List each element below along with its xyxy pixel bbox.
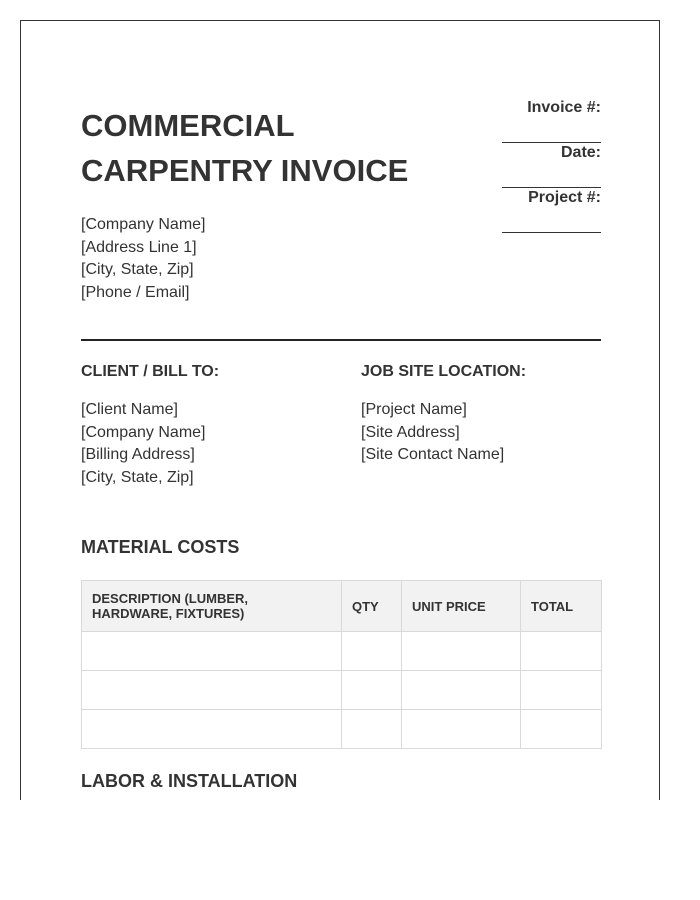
column-header-unit-price: UNIT PRICE — [402, 581, 521, 632]
invoice-number-label: Invoice #: — [527, 99, 601, 116]
client-heading: CLIENT / BILL TO: — [81, 363, 220, 380]
qty-cell[interactable] — [342, 710, 402, 749]
total-cell[interactable] — [521, 632, 602, 671]
invoice-page — [20, 20, 660, 800]
material-costs-heading: MATERIAL COSTS — [81, 537, 240, 557]
unit-price-cell[interactable] — [402, 632, 521, 671]
description-cell[interactable] — [82, 671, 342, 710]
total-cell[interactable] — [521, 710, 602, 749]
table-row — [82, 632, 602, 671]
title-line-1: COMMERCIAL — [81, 108, 295, 143]
table-header-row — [82, 581, 602, 632]
client-line: [City, State, Zip] — [81, 468, 194, 486]
company-city: [City, State, Zip] — [81, 261, 194, 278]
unit-price-cell[interactable] — [402, 671, 521, 710]
qty-cell[interactable] — [342, 632, 402, 671]
client-block — [81, 399, 206, 489]
section-divider — [81, 339, 601, 341]
column-header-description: DESCRIPTION (LUMBER, HARDWARE, FIXTURES) — [82, 581, 342, 632]
date-label: Date: — [560, 144, 601, 161]
client-line: [Billing Address] — [81, 446, 195, 463]
job-site-line: [Site Contact Name] — [361, 446, 505, 463]
job-site-line: [Site Address] — [361, 423, 460, 441]
table-row — [82, 671, 602, 710]
invoice-meta — [502, 98, 601, 233]
company-address: [Address Line 1] — [81, 238, 197, 256]
total-cell[interactable] — [521, 671, 602, 710]
labor-installation-heading: LABOR & INSTALLATION — [81, 771, 298, 791]
job-site-heading: JOB SITE LOCATION: — [361, 363, 527, 380]
company-name: [Company Name] — [81, 216, 206, 233]
table-row — [82, 710, 602, 749]
unit-price-cell[interactable] — [402, 710, 521, 749]
client-line: [Company Name] — [81, 423, 206, 441]
project-number-field[interactable] — [502, 188, 601, 233]
company-contact: [Phone / Email] — [81, 283, 190, 301]
invoice-number-field[interactable] — [502, 98, 601, 143]
company-block — [81, 214, 206, 304]
description-cell[interactable] — [82, 710, 342, 749]
column-header-qty: QTY — [342, 581, 402, 632]
job-site-block — [361, 399, 504, 467]
invoice-title — [81, 103, 461, 193]
project-number-label: Project #: — [528, 189, 601, 206]
description-cell[interactable] — [82, 632, 342, 671]
column-header-total: TOTAL — [521, 581, 602, 632]
qty-cell[interactable] — [342, 671, 402, 710]
material-costs-table — [81, 580, 602, 749]
title-line-2: CARPENTRY INVOICE — [81, 153, 409, 188]
job-site-line: [Project Name] — [361, 401, 467, 418]
client-line: [Client Name] — [81, 401, 178, 418]
date-field[interactable] — [502, 143, 601, 188]
